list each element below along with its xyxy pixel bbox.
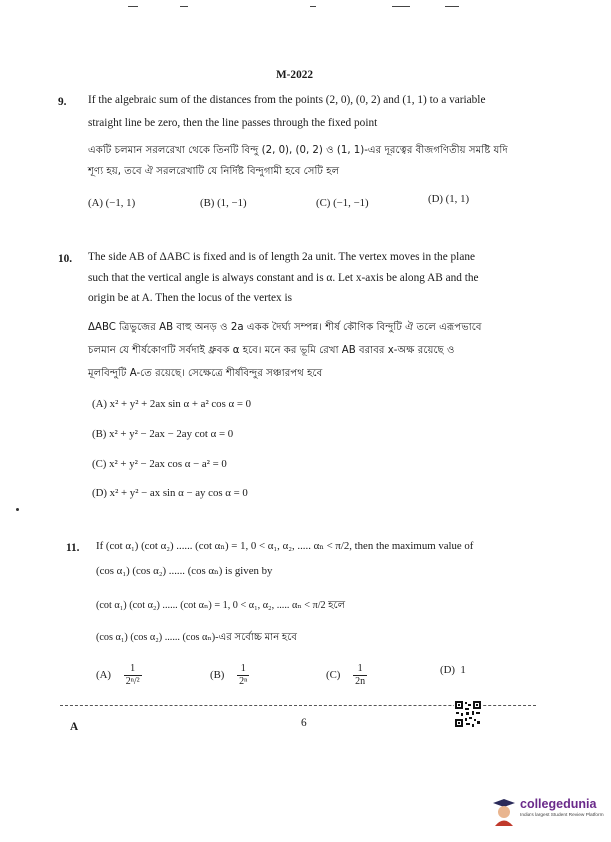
scan-mark xyxy=(392,6,410,7)
question-text-bengali: একটি চলমান সরলরেখা থেকে তিনটি বিন্দু (2, 0), (0, 2) ও (1, 1)-এর দূরত্বের বীজগণিতীয় সমষ্টি যদি xyxy=(88,145,508,156)
question-number: 11. xyxy=(66,542,80,554)
question-text: origin be at A. Then the locus of the vertex is xyxy=(88,292,293,304)
question-text: straight line be zero, then the line passes through the fixed point xyxy=(88,117,378,129)
option-b: (B) (1, −1) xyxy=(200,197,247,209)
question-text: If (cot α₁) (cot α₂) ...... (cot αₙ) = 1, 0 < α₁, α₂, ..... αₙ < π/2, then the maximum value of xyxy=(96,540,474,552)
option-a: (A) (−1, 1) xyxy=(88,197,136,209)
question-text: If the algebraic sum of the distances from the points (2, 0), (0, 2) and (1, 1) to a variable xyxy=(88,94,486,106)
question-number: 10. xyxy=(58,253,73,265)
option-c: (C) x² + y² − 2ax cos α − a² = 0 xyxy=(92,458,227,470)
question-text-bengali: চলমান যে শীর্ষকোণটি সর্বদাই ধ্রুবক α হবে। মনে কর ভূমি রেখা AB বরাবর x-অক্ষ রয়েছে ও xyxy=(88,345,455,356)
collegedunia-logo-icon xyxy=(490,793,518,827)
question-text-bengali: ΔABC ত্রিভুজের AB বাহু অনড় ও 2a একক দৈর্ঘ্য সম্পন্ন। শীর্ষ কৌণিক বিন্দুটি ঐ তলে এরূপভাবে xyxy=(88,322,482,333)
question-text-bengali: শূণ্য হয়, তবে ঐ সরলরেখাটি যে নির্দিষ্ট বিন্দুগামী হবে সেটি হল xyxy=(88,166,340,177)
question-number: 9. xyxy=(58,96,67,108)
option-c: (C) (−1, −1) xyxy=(316,197,369,209)
option-b: (B) x² + y² − 2ax − 2ay cot α = 0 xyxy=(92,428,234,440)
footer-paper-set: A xyxy=(70,721,79,733)
option-a: (A) $\frac{1}{\text{2ⁿ/²}}$ xyxy=(96,663,140,687)
option-d: (D) x² + y² − ax sin α − ay cos α = 0 xyxy=(92,487,248,499)
scan-mark xyxy=(180,6,188,7)
option-d: (D) 1 xyxy=(440,664,466,676)
watermark-brand: collegedunia xyxy=(520,797,597,811)
watermark-tagline: India's largest Student Review Platform xyxy=(520,813,604,818)
question-text: such that the vertical angle is always constant and is α. Let x-axis be along AB and the xyxy=(88,272,479,284)
question-text: (cos α₁) (cos α₂) ...... (cos αₙ) is given by xyxy=(96,565,273,577)
scan-mark xyxy=(128,6,138,7)
scan-dot xyxy=(16,508,19,511)
question-text-bengali: মূলবিন্দুটি A-তে রয়েছে। সেক্ষেত্রে শীর্ষবিন্দুর সঞ্চারপথ হবে xyxy=(88,368,323,379)
scan-mark xyxy=(310,6,316,7)
option-d: (D) (1, 1) xyxy=(428,193,470,205)
page-number: 6 xyxy=(301,717,307,729)
qr-code-icon xyxy=(454,700,482,728)
option-b: (B) $\frac{1}{\text{2ⁿ}}$ xyxy=(210,663,248,687)
option-c: (C) $\frac{1}{2n}$ xyxy=(326,663,366,687)
option-a: (A) x² + y² + 2ax sin α + a² cos α = 0 xyxy=(92,398,252,410)
page-header-code: M-2022 xyxy=(276,69,314,81)
question-text: The side AB of ΔABC is fixed and is of length 2a unit. The vertex moves in the plane xyxy=(88,251,476,263)
scan-mark xyxy=(445,6,459,7)
question-text-bengali: (cot α₁) (cot α₂) ...... (cot αₙ) = 1, 0 < α₁, α₂, ..... αₙ < π/2 হলে xyxy=(96,600,346,611)
question-text-bengali: (cos α₁) (cos α₂) ...... (cos αₙ)-এর সর্বোচ্চ মান হবে xyxy=(96,632,297,643)
